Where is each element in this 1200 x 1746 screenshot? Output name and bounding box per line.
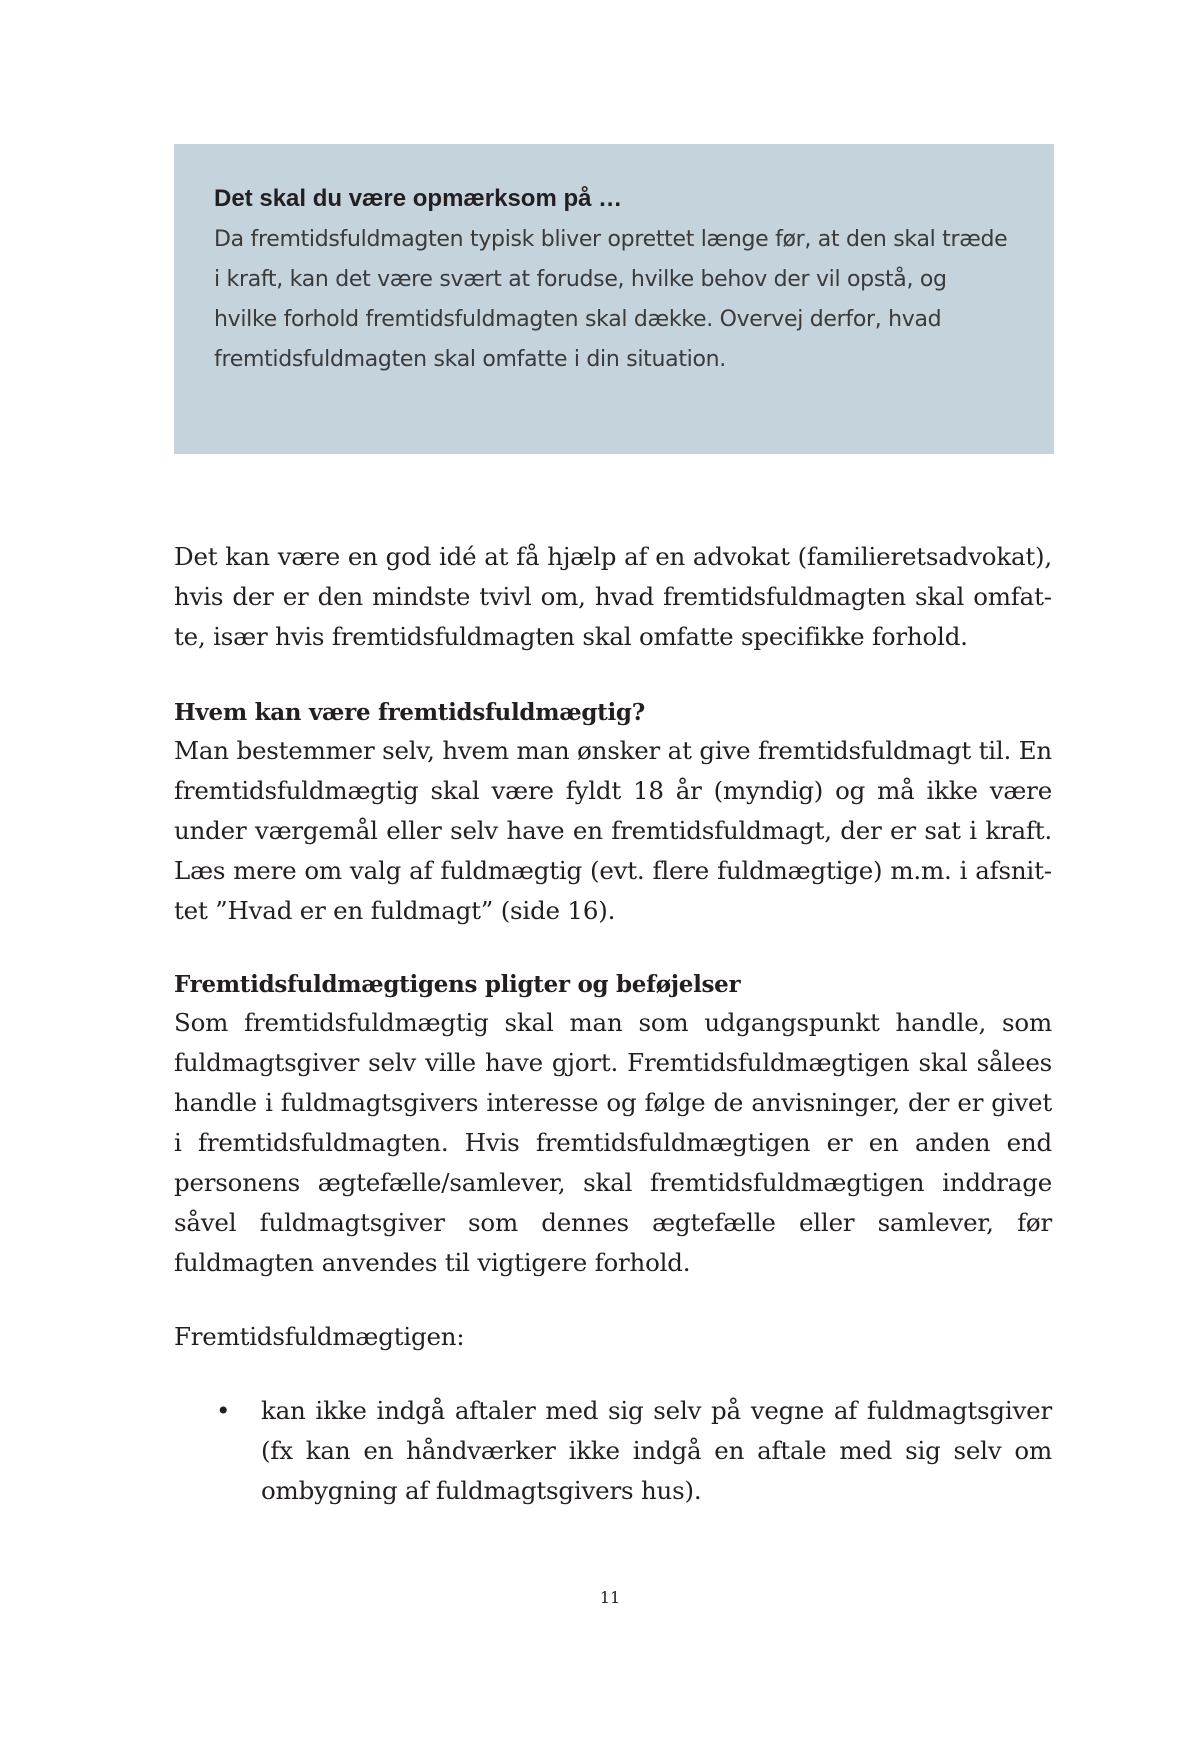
spacer (174, 931, 1052, 967)
section-paragraph-duties: Som fremtidsfuldmægtig skal man som udgangspunkt handle, som fuldmagtsgiver selv ville have gjort. Fremtidsfuldmægtigen skal sålees handle i fuldmagtsgivers interesse og følge de anvisninger, der er givet i fremtidsfuldmagten. Hvis fremtidsfuldmægtigen er en anden end personens ægtefælle/samlever, skal fremtidsfuldmægtigen inddrage såvel fuldmagtsgiver som dennes ægtefælle eller samlever, før fuldmagten anvendes til vigtigere forhold. (174, 1008, 1052, 1277)
section-paragraph-who: Man bestemmer selv, hvem man ønsker at give fremtidsfuldmagt til. En fremtidsfuldmægtig skal være fyldt 18 år (myndig) og må ikke være under værgemål eller selv have en fremtidsfuldmagt, der er sat i kraft. Læs mere om valg af fuldmægtig (evt. flere fuldmægtige) m.m. i afsnittet ”Hvad er en fuldmagt” (side 16). (174, 736, 1052, 925)
bullet-icon: • (216, 1396, 231, 1425)
section-heading-who: Hvem kan være fremtidsfuldmægtig? (174, 699, 645, 726)
spacer (174, 1357, 1052, 1391)
main-content (174, 537, 1052, 1511)
intro-paragraph: Det kan være en god idé at få hjælp af en advokat (familieretsadvokat), hvis der er den mindste tvivl om, hvad fremtidsfuldmagten skal omfatte, især hvis fremtidsfuldmagten skal omfatte specifikke forhold. (174, 542, 1052, 651)
spacer (174, 657, 1052, 695)
info-box-text: Da fremtidsfuldmagten typisk bliver oprettet længe før, at den skal træde i kraft, kan det være svært at forudse, hvilke behov der vil opstå, og hvilke forhold fremtidsfuldmagten skal dække. Overvej derfor, hvad fremtidsfuldmagten skal omfatte i din situation. (214, 227, 1008, 372)
spacer (174, 1283, 1052, 1317)
info-box (174, 144, 1054, 454)
list-item (174, 1391, 1052, 1511)
section-heading-duties: Fremtidsfuldmægtigens pligter og beføjelser (174, 971, 741, 998)
info-box-title: Det skal du være opmærksom på … (214, 185, 623, 212)
list-item-text: kan ikke indgå aftaler med sig selv på vegne af fuldmagtsgiver (fx kan en håndværker ikke indgå en aftale med sig selv om ombygning af fuldmagtsgivers hus). (261, 1396, 1052, 1505)
list-intro: Fremtidsfuldmægtigen: (174, 1322, 465, 1351)
bullet-list (174, 1391, 1052, 1511)
page-number: 11 (599, 1588, 621, 1607)
